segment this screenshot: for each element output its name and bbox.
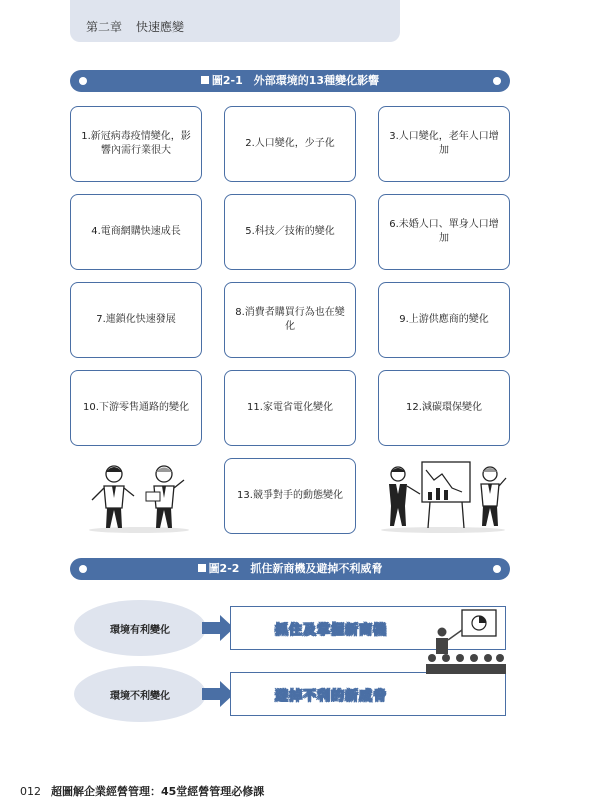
chapter-title: 快速應變 <box>136 20 185 34</box>
figure2-title-bar <box>70 558 510 580</box>
change-card-5 <box>224 194 356 270</box>
change-card-1 <box>70 106 202 182</box>
change-card-3 <box>378 106 510 182</box>
bullet-dot-icon <box>493 565 501 573</box>
change-card-2 <box>224 106 356 182</box>
change-card-label: 11.家電省電化變化 <box>247 402 333 413</box>
unfavorable-change-ellipse <box>74 666 206 722</box>
presentation-board-illustration <box>376 458 510 534</box>
change-card-label: 2.人口變化，少子化 <box>245 138 335 149</box>
businessmen-talking-illustration <box>84 462 194 534</box>
change-card-10 <box>70 370 202 446</box>
condition-label: 環境不利變化 <box>110 690 170 702</box>
page-footer <box>20 783 264 799</box>
chapter-number: 第二章 <box>86 20 123 34</box>
chapter-header-tab <box>70 0 400 42</box>
figure-square-icon <box>198 564 206 572</box>
change-card-11 <box>224 370 356 446</box>
bullet-dot-icon <box>79 565 87 573</box>
bullet-dot-icon <box>493 77 501 85</box>
change-card-label: 10.下游零售通路的變化 <box>83 402 189 413</box>
favorable-change-ellipse <box>74 600 206 656</box>
change-card-7 <box>70 282 202 358</box>
change-card-9 <box>378 282 510 358</box>
change-card-4 <box>70 194 202 270</box>
result-label: 避掉不利的新威脅 <box>274 688 387 704</box>
audience-presentation-illustration <box>424 606 506 676</box>
change-card-label: 1.新冠病毒疫情變化，影響內需行業很大 <box>81 131 191 156</box>
result-label: 抓住及掌握新商機 <box>274 622 387 638</box>
change-card-label: 12.減碳環保變化 <box>406 402 482 413</box>
change-card-label: 13.競爭對手的動態變化 <box>237 490 343 501</box>
change-card-12 <box>378 370 510 446</box>
change-card-label: 6.未婚人口、單身人口增加 <box>389 219 499 244</box>
book-title: 超圖解企業經營管理：45堂經營管理必修課 <box>51 785 265 798</box>
change-card-label: 5.科技／技術的變化 <box>245 226 335 237</box>
change-card-label: 9.上游供應商的變化 <box>399 314 489 325</box>
change-card-8 <box>224 282 356 358</box>
condition-label: 環境有利變化 <box>110 624 170 636</box>
change-card-6 <box>378 194 510 270</box>
threat-result-box <box>230 672 506 716</box>
change-card-label: 7.連鎖化快速發展 <box>96 314 176 325</box>
figure1-title: 圖2-1 外部環境的13種變化影響 <box>211 74 380 87</box>
change-card-label: 3.人口變化，老年人口增加 <box>389 131 499 156</box>
page-number: 012 <box>20 785 41 798</box>
figure1-title-bar <box>70 70 510 92</box>
bullet-dot-icon <box>79 77 87 85</box>
figure2-title: 圖2-2 抓住新商機及避掉不利威脅 <box>208 562 383 575</box>
change-card-13 <box>224 458 356 534</box>
change-card-label: 8.消費者購買行為也在變化 <box>235 307 345 332</box>
figure-square-icon <box>201 76 209 84</box>
change-card-label: 4.電商網購快速成長 <box>91 226 181 237</box>
